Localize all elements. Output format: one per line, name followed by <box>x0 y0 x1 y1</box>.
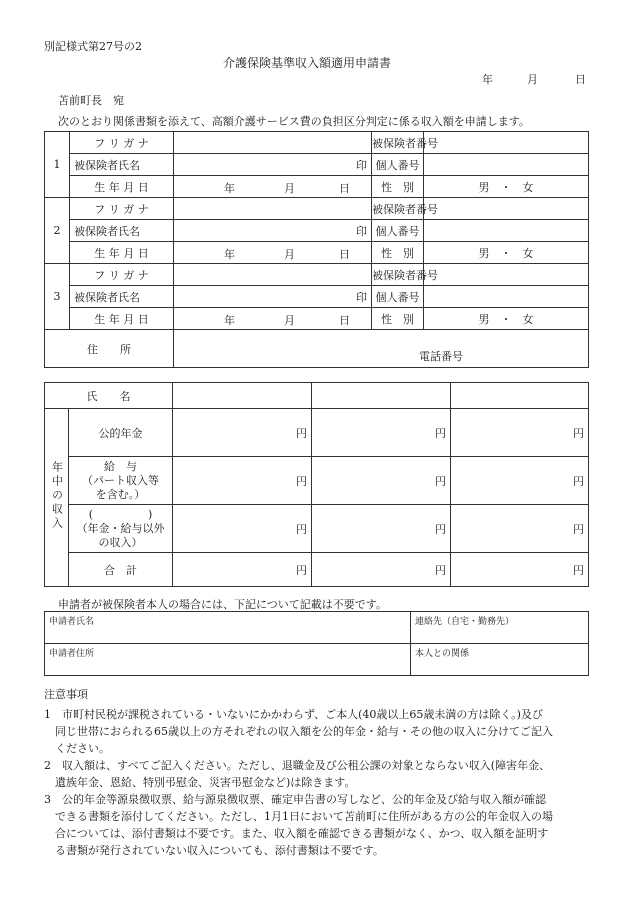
personal-no-label: 個人番号 <box>372 154 424 176</box>
addressee: 苫前町長 宛 <box>58 94 124 107</box>
insured-name-label: 被保険者氏名 <box>70 286 174 308</box>
other-income-field-1[interactable]: 円 <box>173 505 312 553</box>
income-table <box>44 382 589 587</box>
income-name-field-2[interactable] <box>312 383 451 409</box>
seal-mark: 印 <box>356 290 367 304</box>
birth-day: 日 <box>339 248 350 261</box>
furigana-field[interactable] <box>174 198 372 220</box>
pension-field-1[interactable]: 円 <box>173 409 312 457</box>
income-name-field-1[interactable] <box>173 383 312 409</box>
phone-label: 電話番号 <box>419 350 463 363</box>
submitter-name-label: 申請者氏名 <box>49 617 95 627</box>
contact-field[interactable] <box>411 612 589 644</box>
personal-no-boxes[interactable] <box>424 154 589 176</box>
notes-block <box>44 706 553 859</box>
note-line: 2 収入額は、すべてご記入ください。ただし、退職金及び公租公課の対象とならない収入(障害年金、 <box>44 759 551 772</box>
furigana-field[interactable] <box>174 264 372 286</box>
birth-field[interactable] <box>174 308 372 330</box>
date-year: 年 <box>482 73 493 86</box>
submitter-table <box>44 611 589 676</box>
note-line: 遺族年金、恩給、特別弔慰金、災害弔慰金など)は除きます。 <box>44 776 356 789</box>
insured-name-field[interactable] <box>174 154 372 176</box>
birth-year: 年 <box>224 182 235 195</box>
sex-label: 性 別 <box>372 242 424 264</box>
birth-month: 月 <box>284 314 295 327</box>
personal-no-boxes[interactable] <box>424 220 589 242</box>
contact-label: 連絡先（自宅・勤務先） <box>415 617 515 627</box>
sex-values[interactable]: 男 ・ 女 <box>424 308 589 330</box>
pension-field-2[interactable]: 円 <box>312 409 451 457</box>
insured-name-field[interactable] <box>174 286 372 308</box>
insured-no-boxes[interactable] <box>424 264 589 286</box>
row-number: 3 <box>45 264 70 330</box>
insured-no-boxes[interactable] <box>424 132 589 154</box>
birth-year: 年 <box>224 314 235 327</box>
row-number: 1 <box>45 132 70 198</box>
salary-field-2[interactable]: 円 <box>312 457 451 505</box>
birth-label: 生 年 月 日 <box>70 242 174 264</box>
note-line: ください。 <box>44 742 110 755</box>
other-income-field-3[interactable]: 円 <box>451 505 589 553</box>
date-month: 月 <box>527 73 538 86</box>
address-label: 住 所 <box>45 330 174 368</box>
sex-label: 性 別 <box>372 308 424 330</box>
total-label: 合 計 <box>69 553 173 587</box>
pension-label: 公的年金 <box>69 409 173 457</box>
salary-label: 給 与 （パート収入等 を含む。） <box>69 457 173 505</box>
birth-month: 月 <box>284 182 295 195</box>
insured-no-label: 被保険者番号 <box>372 132 424 154</box>
salary-field-3[interactable]: 円 <box>451 457 589 505</box>
sex-values[interactable]: 男 ・ 女 <box>424 176 589 198</box>
form-title: 介護保険基準収入額適用申請書 <box>223 56 392 70</box>
insured-no-boxes[interactable] <box>424 198 589 220</box>
birth-label: 生 年 月 日 <box>70 176 174 198</box>
income-side-label: 年中の収入 <box>45 409 69 587</box>
insured-name-label: 被保険者氏名 <box>70 154 174 176</box>
date-day: 日 <box>575 73 586 86</box>
birth-label: 生 年 月 日 <box>70 308 174 330</box>
note-line: る書類が発行されていない収入についても、添付書類は不要です。 <box>44 844 384 857</box>
address-field[interactable] <box>174 330 589 368</box>
notes-title: 注意事項 <box>44 688 88 701</box>
birth-day: 日 <box>339 182 350 195</box>
insured-no-label: 被保険者番号 <box>372 264 424 286</box>
total-field-3[interactable]: 円 <box>451 553 589 587</box>
sex-values[interactable]: 男 ・ 女 <box>424 242 589 264</box>
birth-year: 年 <box>224 248 235 261</box>
furigana-label: フ リ ガ ナ <box>70 264 174 286</box>
relation-label: 本人との関係 <box>415 649 470 659</box>
other-income-field-2[interactable]: 円 <box>312 505 451 553</box>
personal-no-label: 個人番号 <box>372 286 424 308</box>
sex-label: 性 別 <box>372 176 424 198</box>
income-name-field-3[interactable] <box>451 383 589 409</box>
salary-field-1[interactable]: 円 <box>173 457 312 505</box>
seal-mark: 印 <box>356 158 367 172</box>
intro-text: 次のとおり関係書類を添えて、高額介護サービス費の負担区分判定に係る収入額を申請します。 <box>58 115 530 128</box>
other-income-label: ( ) （年金・給与以外 の収入） <box>69 505 173 553</box>
note-line: 合については、添付書類は不要です。また、収入額を確認できる書類がなく、かつ、収入額を証明す <box>44 827 549 840</box>
birth-field[interactable] <box>174 242 372 264</box>
birth-day: 日 <box>339 314 350 327</box>
insured-no-label: 被保険者番号 <box>372 198 424 220</box>
birth-month: 月 <box>284 248 295 261</box>
birth-field[interactable] <box>174 176 372 198</box>
form-number: 別記様式第27号の2 <box>44 40 142 53</box>
submitter-note: 申請者が被保険者本人の場合には、下記について記載は不要です。 <box>58 598 387 611</box>
row-number: 2 <box>45 198 70 264</box>
applicant-table <box>44 131 589 368</box>
pension-field-3[interactable]: 円 <box>451 409 589 457</box>
insured-name-field[interactable] <box>174 220 372 242</box>
furigana-label: フ リ ガ ナ <box>70 198 174 220</box>
furigana-field[interactable] <box>174 132 372 154</box>
seal-mark: 印 <box>356 224 367 238</box>
income-name-label: 氏 名 <box>45 383 173 409</box>
note-line: 1 市町村民税が課税されている・いないにかかわらず、ご本人(40歳以上65歳未満の方は除く。)及び <box>44 708 543 721</box>
total-field-2[interactable]: 円 <box>312 553 451 587</box>
furigana-label: フ リ ガ ナ <box>70 132 174 154</box>
submitter-address-field[interactable] <box>45 644 411 676</box>
note-line: できる書類を添付してください。ただし、1月1日において苫前町に住所がある方の公的年金収入の場 <box>44 810 553 823</box>
note-line: 同じ世帯におられる65歳以上の方それぞれの収入額を公的年金・給与・その他の収入に分けてご記入 <box>44 725 553 738</box>
submitter-address-label: 申請者住所 <box>49 649 95 659</box>
relation-field[interactable] <box>411 644 589 676</box>
total-field-1[interactable]: 円 <box>173 553 312 587</box>
note-line: 3 公的年金等源泉徴収票、給与源泉徴収票、確定申告書の写しなど、公的年金及び給与収入額が確認 <box>44 793 546 806</box>
submitter-name-field[interactable] <box>45 612 411 644</box>
personal-no-boxes[interactable] <box>424 286 589 308</box>
personal-no-label: 個人番号 <box>372 220 424 242</box>
insured-name-label: 被保険者氏名 <box>70 220 174 242</box>
